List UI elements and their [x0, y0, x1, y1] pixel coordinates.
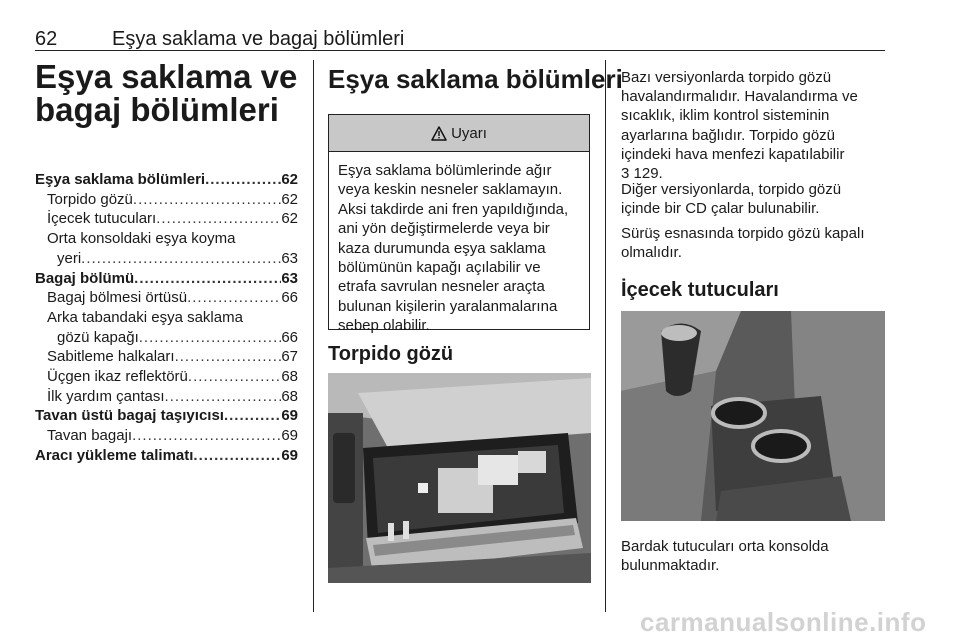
toc-entry-label: Aracı yükleme talimatı — [35, 446, 194, 464]
toc-entry-label: gözü kapağı — [57, 328, 139, 346]
cd-player-paragraph — [621, 180, 891, 218]
glovebox-illustration — [328, 373, 591, 583]
text-line: içindeki hava menfezi kapatılabilir — [621, 145, 845, 163]
toc-entry[interactable] — [35, 446, 298, 466]
toc-entry-label: Üçgen ikaz reflektörü — [47, 368, 188, 386]
toc-entry-continuation[interactable] — [35, 249, 298, 269]
toc-entry[interactable] — [35, 308, 298, 328]
toc-entry-page: 69 — [281, 446, 298, 464]
toc-entry-label: Bagaj bölümü — [35, 269, 135, 287]
toc-entry[interactable] — [35, 209, 298, 229]
cupholder-illustration — [621, 311, 885, 521]
text-line: Diğer versiyonlarda, torpido gözü — [621, 181, 842, 198]
toc-entry-label: Sabitleme halkaları — [47, 348, 175, 366]
toc-entry[interactable] — [35, 229, 298, 249]
toc-entry-page: 69 — [281, 427, 298, 445]
toc-entry-page: 68 — [281, 387, 298, 405]
warning-line: ani yön değiştirmelerde veya bir — [338, 220, 550, 238]
toc-entry[interactable] — [35, 269, 298, 289]
warning-line: bölümünün kapağı açılabilir ve — [338, 259, 541, 277]
toc-entry-page: 69 — [281, 407, 298, 425]
toc-entry-label: Arka tabandaki eşya saklama — [47, 308, 243, 326]
toc-entry-page: 67 — [281, 348, 298, 366]
text-line: Bazı versiyonlarda torpido gözü — [621, 69, 832, 86]
text-line: içinde bir CD çalar bulunabilir. — [621, 200, 820, 218]
glovebox-photo — [328, 373, 591, 583]
toc-entry[interactable] — [35, 387, 298, 407]
toc-entry-page: 62 — [281, 210, 298, 228]
text-line: Sürüş esnasında torpido gözü kapalı — [621, 225, 865, 242]
warning-line: sebep olabilir. — [338, 317, 430, 335]
warning-triangle-icon — [431, 126, 447, 141]
warning-line: veya keskin nesneler saklamayın. — [338, 181, 563, 199]
toc-entry[interactable] — [35, 367, 298, 387]
column-divider-right — [605, 60, 606, 612]
header-rule — [35, 50, 885, 51]
table-of-contents — [35, 170, 298, 466]
subsection-title-glovebox: Torpido gözü — [328, 343, 454, 365]
watermark: carmanualsonline.info — [640, 607, 927, 637]
text-line: havalandırmalıdır. Havalandırma ve — [621, 88, 858, 106]
toc-entry-page: 63 — [281, 249, 298, 267]
toc-entry-page: 62 — [281, 190, 298, 208]
warning-line: Eşya saklama bölümlerinde ağır — [338, 162, 552, 179]
chapter-title — [35, 60, 305, 126]
toc-entry-label: İlk yardım çantası — [47, 387, 165, 405]
toc-entry-label: Orta konsoldaki eşya koyma — [47, 230, 236, 248]
warning-line: Aksi takdirde ani fren yapıldığında, — [338, 200, 569, 218]
page-number: 62 — [35, 28, 58, 50]
warning-title: Uyarı — [451, 124, 487, 142]
toc-entry-page: 66 — [281, 328, 298, 346]
toc-entry-label: Torpido gözü — [47, 190, 133, 208]
toc-entry-label: Tavan bagajı — [47, 427, 133, 445]
text-line: bulunmaktadır. — [621, 557, 720, 575]
page-reference-link[interactable]: 3 129. — [621, 165, 663, 183]
chapter-title-line-2: bagaj bölümleri — [35, 91, 279, 128]
warning-line: kaza durumunda eşya saklama — [338, 239, 546, 257]
toc-entry-page: 68 — [281, 368, 298, 386]
cupholder-photo — [621, 311, 885, 521]
warning-line: etrafa savrulan nesneler araçta — [338, 278, 545, 296]
toc-entry[interactable] — [35, 190, 298, 210]
ventilation-paragraph — [621, 68, 891, 183]
warning-text — [329, 152, 589, 336]
toc-entry-label: Bagaj bölmesi örtüsü — [47, 289, 188, 307]
toc-entry[interactable] — [35, 288, 298, 308]
toc-entry-label: Eşya saklama bölümleri — [35, 171, 206, 188]
warning-header — [329, 115, 589, 152]
toc-entry-page: 66 — [281, 289, 298, 307]
section-title: Eşya saklama bölümleri — [328, 64, 623, 94]
toc-entry-page: 62 — [281, 171, 298, 188]
chapter-title-line-1: Eşya saklama ve — [35, 58, 298, 95]
toc-entry-label: yeri — [57, 249, 82, 267]
toc-entry-label: Tavan üstü bagaj taşıyıcısı — [35, 407, 224, 425]
toc-entry[interactable] — [35, 347, 298, 367]
closed-while-driving-paragraph — [621, 224, 891, 262]
toc-entry-page: 63 — [281, 269, 298, 287]
warning-box — [328, 114, 590, 335]
running-header-title: Eşya saklama ve bagaj bölümleri — [112, 28, 405, 50]
text-line: ayarlarına bağlıdır. Torpido gözü — [621, 126, 836, 144]
cupholder-caption — [621, 537, 891, 575]
text-line: Bardak tutucuları orta konsolda — [621, 538, 829, 555]
subsection-title-cupholders: İçecek tutucuları — [621, 279, 779, 301]
toc-entry[interactable] — [35, 170, 298, 190]
toc-entry-continuation[interactable] — [35, 328, 298, 348]
column-divider-left — [313, 60, 314, 612]
text-line: olmalıdır. — [621, 244, 682, 262]
toc-entry[interactable] — [35, 426, 298, 446]
warning-line: bulunan kişilerin yaralanmalarına — [338, 297, 558, 315]
toc-entry-label: İçecek tutucuları — [47, 210, 157, 228]
toc-entry[interactable] — [35, 406, 298, 426]
text-line: sıcaklık, iklim kontrol sisteminin — [621, 107, 830, 125]
